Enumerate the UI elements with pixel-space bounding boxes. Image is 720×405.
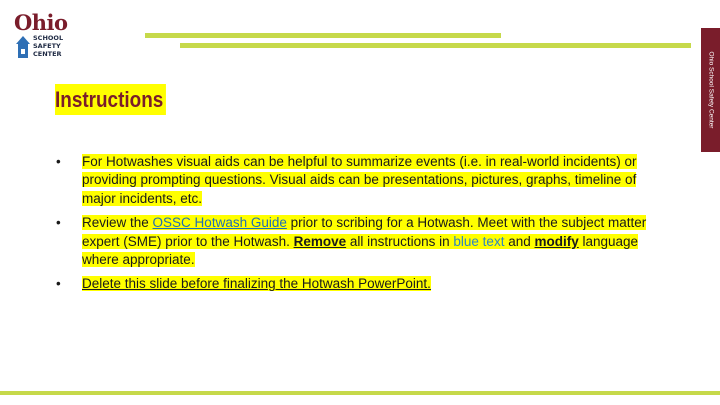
ossc-hotwash-guide-link[interactable]: OSSC Hotwash Guide xyxy=(152,215,287,231)
text-segment: prior to scribing for a Hotwash. Meet with the subject matter expert (SME) prior to the Hotwash. xyxy=(82,215,647,249)
modify-emphasis: modify xyxy=(534,233,579,249)
accent-bar-bottom xyxy=(0,391,720,395)
bullet-item-review-guide xyxy=(56,214,656,269)
text-segment: language where appropriate. xyxy=(82,233,639,268)
bullet-symbol: • xyxy=(56,154,61,169)
blue-text-sample: blue text xyxy=(453,233,505,249)
bullet-text: For Hotwashes visual aids can be helpful to summarize events (i.e. in real-world incidents) or providing prompting questions. Visual aids can be presentations, pictures, graphs, timeline of major incidents, etc. xyxy=(82,154,637,206)
logo-ohio-text: Ohio xyxy=(14,10,68,35)
bullet-text: Delete this slide before finalizing the Hotwash PowerPoint. xyxy=(82,276,431,292)
bullet-symbol: • xyxy=(56,215,61,231)
logo-lines xyxy=(33,34,63,58)
side-tab xyxy=(701,28,720,152)
bullet-item-visual-aids xyxy=(56,153,656,208)
house-icon xyxy=(15,34,31,62)
bullet-text xyxy=(82,215,646,267)
instructions-list xyxy=(56,153,656,300)
bullet-symbol: • xyxy=(56,276,61,292)
logo-line-school: SCHOOL xyxy=(33,34,64,42)
text-segment: all instructions in xyxy=(346,233,454,249)
text-segment: Review the xyxy=(82,215,153,231)
accent-bar-second xyxy=(180,43,691,48)
slide-title: Instructions xyxy=(55,84,166,115)
accent-bar-top xyxy=(145,33,501,38)
logo-line-center: CENTER xyxy=(33,50,62,58)
logo-line-safety: SAFETY xyxy=(33,42,61,50)
side-tab-text: Ohio School Safety Center xyxy=(707,51,714,129)
remove-emphasis: Remove xyxy=(293,233,347,249)
text-segment: and xyxy=(504,233,535,249)
bullet-item-delete-slide xyxy=(56,275,656,293)
ohio-school-safety-center-logo xyxy=(14,12,74,64)
